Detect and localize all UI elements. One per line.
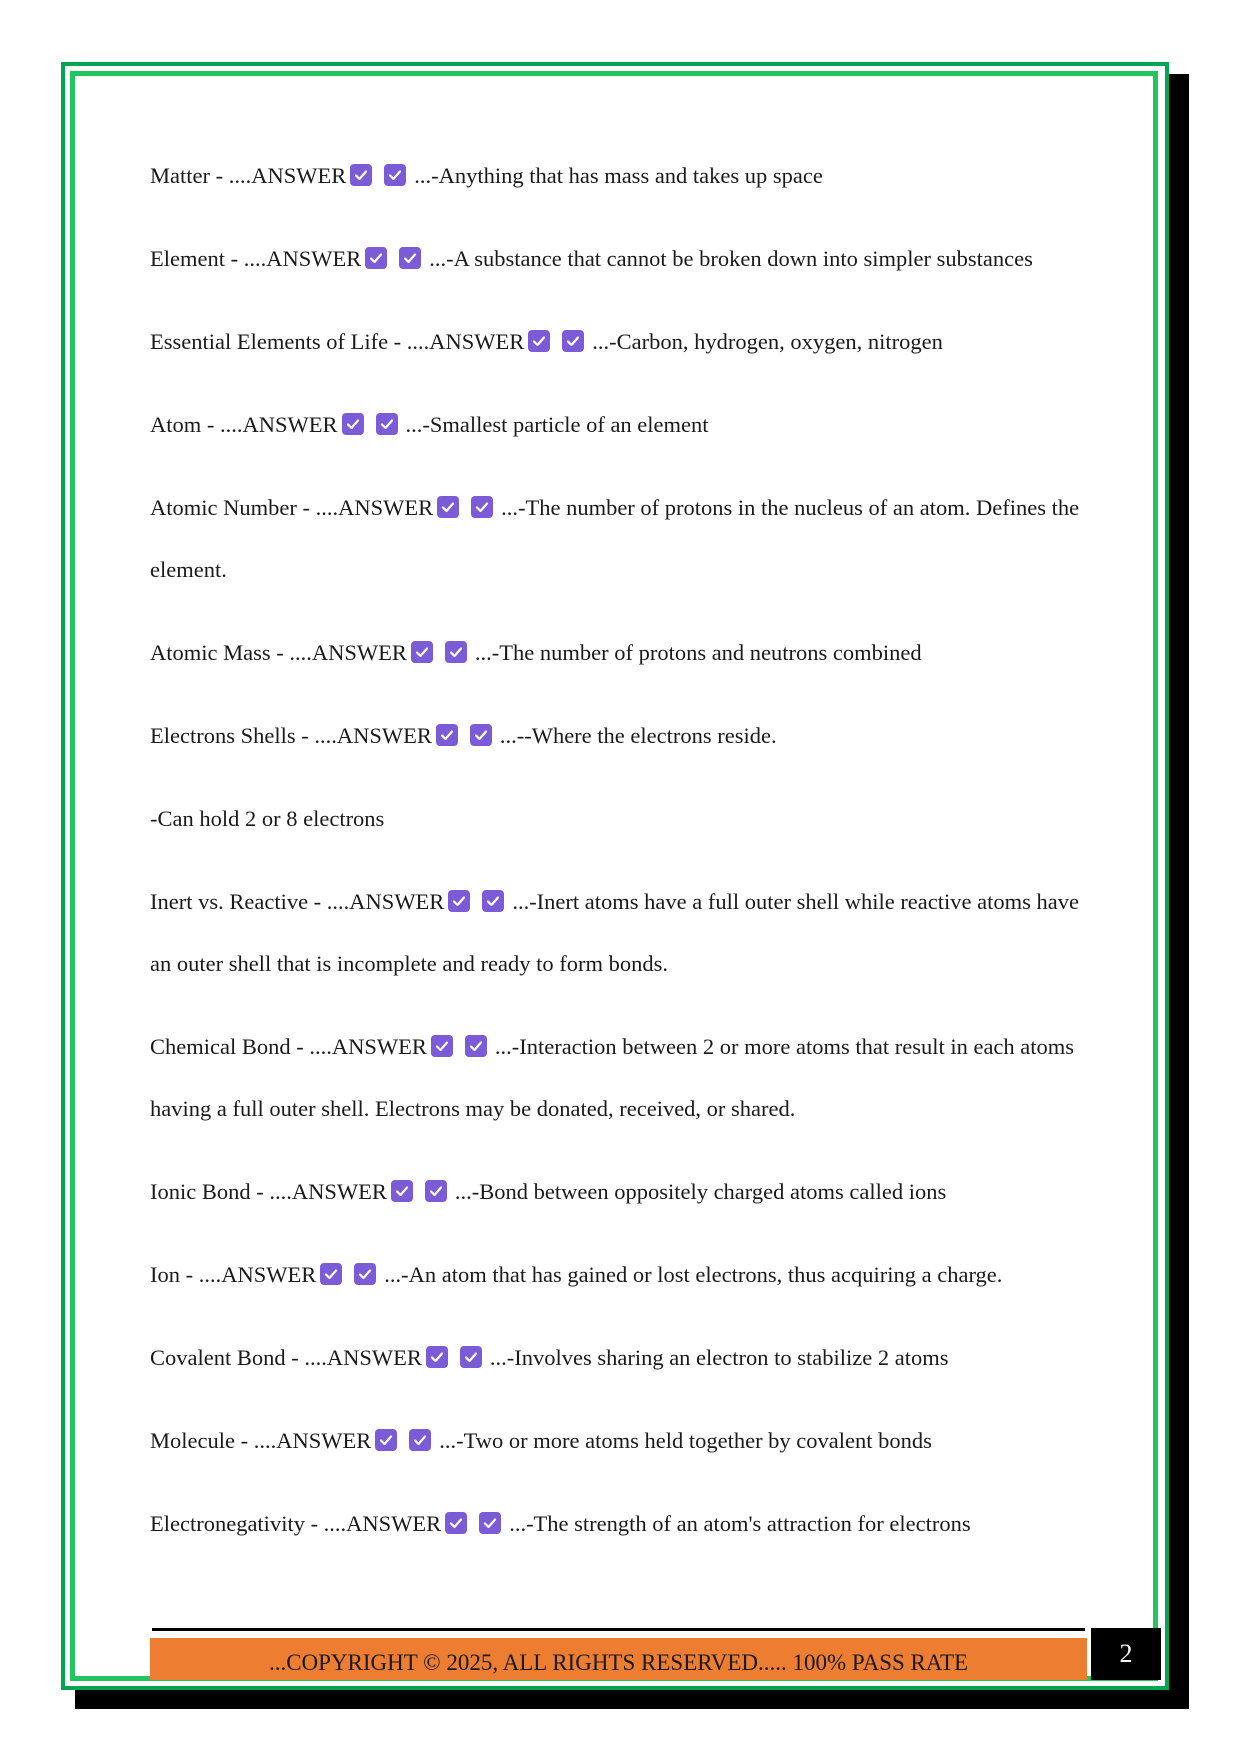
footer-divider [152,1628,1085,1631]
qa-entry [150,1244,1090,1306]
entry-answer: ...-Smallest particle of an element [405,412,709,437]
entry-term: Ion - ....ANSWER [150,1262,317,1287]
footer-copyright: ...COPYRIGHT © 2025, ALL RIGHTS RESERVED..... 100% PASS RATE [150,1638,1087,1680]
check-box-icon [411,641,433,663]
qa-entry [150,1161,1090,1223]
entry-answer: ...-A substance that cannot be broken down into simpler substances [429,246,1033,271]
check-box-icon [350,164,372,186]
qa-entry [150,1327,1090,1389]
document-body [150,145,1090,1576]
check-box-icon [445,1512,467,1534]
qa-entry [150,788,1090,850]
qa-entry [150,1016,1090,1140]
entry-term: Electrons Shells - ....ANSWER [150,723,432,748]
qa-entry [150,228,1090,290]
entry-answer: ...-The number of protons in the nucleus of an atom. Defines the element. [150,495,1080,582]
entry-term: Matter - ....ANSWER [150,163,347,188]
check-box-icon [409,1429,431,1451]
entry-answer: ...-An atom that has gained or lost electrons, thus acquiring a charge. [384,1262,1003,1287]
qa-entry [150,1493,1090,1555]
qa-entry [150,145,1090,207]
entry-answer: ...-The number of protons and neutrons combined [474,640,922,665]
qa-entry [150,871,1090,995]
entry-term: Inert vs. Reactive - ....ANSWER [150,889,445,914]
entry-term: Electronegativity - ....ANSWER [150,1511,442,1536]
check-box-icon [470,724,492,746]
entry-answer: ...-Two or more atoms held together by covalent bonds [439,1428,932,1453]
check-box-icon [431,1035,453,1057]
entry-term: Chemical Bond - ....ANSWER [150,1034,427,1059]
entry-term: Essential Elements of Life - ....ANSWER [150,329,525,354]
qa-entry [150,394,1090,456]
check-box-icon [320,1263,342,1285]
entry-answer: ...-Anything that has mass and takes up space [414,163,823,188]
entry-term: Molecule - ....ANSWER [150,1428,372,1453]
check-box-icon [426,1346,448,1368]
check-box-icon [376,413,398,435]
check-box-icon [562,330,584,352]
check-box-icon [384,164,406,186]
entry-answer: ...-Involves sharing an electron to stabilize 2 atoms [489,1345,949,1370]
qa-entry [150,1410,1090,1472]
page-number: 2 [1091,1628,1161,1680]
qa-entry [150,311,1090,373]
entry-term: Atom - ....ANSWER [150,412,338,437]
entry-term: Atomic Number - ....ANSWER [150,495,434,520]
entry-answer: ...-Interaction between 2 or more atoms that result in each atoms having a full outer shell. Electrons may be donated, received, or shared. [150,1034,1075,1121]
qa-entry [150,477,1090,601]
check-box-icon [399,247,421,269]
entry-answer: ...-Bond between oppositely charged atoms called ions [454,1179,947,1204]
entry-term: Ionic Bond - ....ANSWER [150,1179,387,1204]
check-box-icon [365,247,387,269]
check-box-icon [479,1512,501,1534]
check-box-icon [354,1263,376,1285]
check-box-icon [448,890,470,912]
entry-term: Covalent Bond - ....ANSWER [150,1345,422,1370]
check-box-icon [437,496,459,518]
check-box-icon [436,724,458,746]
entry-term: Atomic Mass - ....ANSWER [150,640,407,665]
check-box-icon [445,641,467,663]
check-box-icon [528,330,550,352]
entry-answer: ...-Carbon, hydrogen, oxygen, nitrogen [592,329,943,354]
check-box-icon [482,890,504,912]
entry-term: Element - ....ANSWER [150,246,362,271]
check-box-icon [375,1429,397,1451]
check-box-icon [471,496,493,518]
check-box-icon [391,1180,413,1202]
qa-entry [150,622,1090,684]
check-box-icon [342,413,364,435]
qa-entry [150,705,1090,767]
entry-answer: ...--Where the electrons reside. [499,723,777,748]
entry-answer: -Can hold 2 or 8 electrons [150,806,385,831]
check-box-icon [465,1035,487,1057]
check-box-icon [460,1346,482,1368]
check-box-icon [425,1180,447,1202]
entry-answer: ...-The strength of an atom's attraction for electrons [509,1511,971,1536]
entry-answer: ...-Inert atoms have a full outer shell while reactive atoms have an outer shell that is incomplete and ready to form bonds. [150,889,1079,976]
